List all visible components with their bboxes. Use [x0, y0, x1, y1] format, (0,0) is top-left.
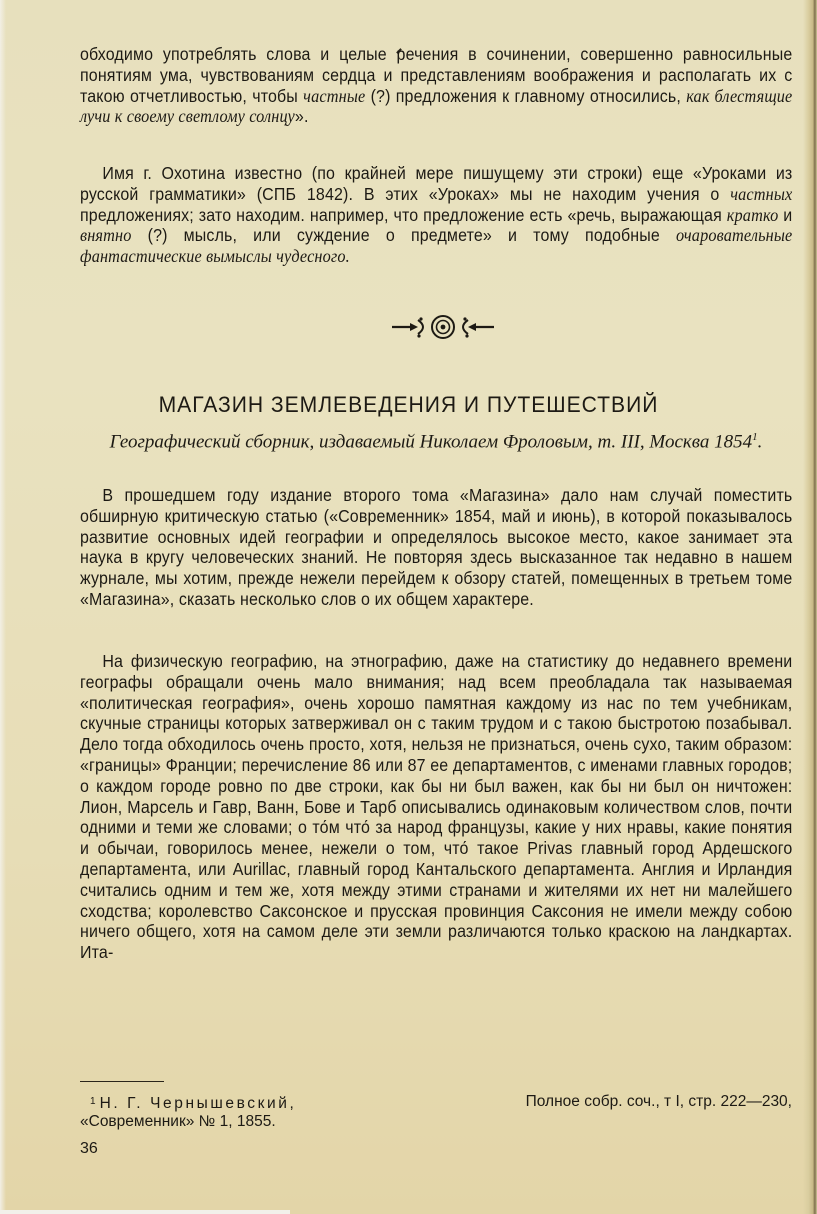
text-run: предложениях; зато находим. например, что предложение есть «речь, выражающая [80, 204, 727, 225]
text-run: (?) мысль, или суждение о предмете» и тому подобные [131, 225, 677, 246]
text-run: Имя г. Охотина известно (по крайней мере пишущему эти строки) еще «Уроками из русской грамматики» (СПБ 1842). В этих «Уроках» мы не находим учения о [80, 163, 793, 204]
footnote-reference[interactable]: 1 [752, 431, 758, 443]
paragraph-text [80, 44, 792, 127]
floral-divider-ornament-icon [388, 312, 498, 342]
footnote-separator [80, 1081, 164, 1082]
text-run: обходимо употреблять слова и целые речения в сочинении, совершенно равносильные понятиям ума, чувствованиям сердца и представлениям воображения и располагать их с такою отчетливостью, чтобы [80, 44, 793, 106]
article-subtitle: Географический сборник, издаваемый Николаем Фроловым, т. III, Москва 1854$^1$. [109, 431, 763, 453]
previous-section-paragraph-2 [80, 163, 817, 267]
footnote-line-1 [80, 1093, 792, 1113]
footnote-mark: 1 [90, 1096, 96, 1107]
article-paragraph-2 [80, 651, 817, 963]
italic-text: кратко [726, 204, 779, 225]
footnote-source: Полное собр. соч., т I, стр. 222—230, [525, 1093, 792, 1110]
footnote-author: Н. Г. Чернышевский, [99, 1095, 297, 1112]
italic-text: частных [730, 183, 793, 204]
paragraph-text: На физическую географию, на этнографию, даже на статистику до недавнего времени географы обращали очень мало внимания; над всем преобладала так называемая «политическая география», очень хорошо памятная каждому из нас по тем учебникам, скучные страницы которых затверживал он с таким трудом и с такою быстротою позабывал. Дело тогда обходилось очень просто, хотя, нельзя не признаться, очень сухо, таким образом: «границы» Франции; перечисление 86 или 87 ее департаментов, с именами главных городов; о каждом городе ровно по две строки, как бы ни был важен, как бы ни был он ничтожен: Лион, Марсель и Гавр, Ванн, Бове и Тарб описывались одинаковым количеством слов, почти одними и теми же словами; о то́м что́ за народ французы, какие у них нравы, какие понятия и обычаи, говорилось менее, нежели о том, что́ такое Privas главный город Ардешского департамента, или Aurillac, главный город Кантальского департамента. Англия и Ирландия считались одним и тем же, хотя между этими странами и жителями их нет ни малейшего сходства; королевство Саксонское и прусская провинция Саксония не имели между собою ничего общего, хотя на самом деле эти земли различаются только краскою на ландкартах. Ита- [80, 651, 793, 963]
article-title: МАГАЗИН ЗЕМЛЕВЕДЕНИЯ И ПУТЕШЕСТВИЙ [158, 392, 659, 417]
previous-section-paragraph-1 [80, 44, 817, 127]
italic-text: частные [303, 85, 366, 106]
footnote-line-2: «Современник» № 1, 1855. [80, 1113, 276, 1130]
article-paragraph-1 [80, 485, 817, 610]
footnote [80, 1093, 792, 1131]
paragraph-text [80, 163, 792, 267]
italic-text: как блестящие лучи к своему светлому солнцу [80, 85, 793, 127]
text-run: ». [294, 106, 309, 127]
page-bottom-strip [0, 1210, 290, 1214]
italic-text: очаровательные фантастические вымыслы чудесного. [80, 225, 793, 267]
text-run: и [778, 204, 793, 225]
page-left-shadow [0, 0, 6, 1214]
italic-text: внятно [80, 225, 132, 246]
subtitle-text: Географический сборник, издаваемый Николаем Фроловым, т. III, Москва 1854 [109, 431, 753, 453]
page-number: 36 [80, 1140, 98, 1157]
text-run: (?) предложения к главному относились, [365, 85, 687, 106]
paragraph-text: В прошедшем году издание второго тома «Магазина» дало нам случай поместить обширную критическую статью («Современник» 1854, май и июнь), в которой показывалось развитие основных идей географии и определялось высокое место, какое занимает эта наука в кругу человеческих знаний. Не повторяя здесь высказанное так недавно в нашем журнале, мы хотим, прежде нежели перейдем к обзору статей, помещенных в третьем томе «Магазина», сказать несколько слов о их общем характере. [80, 485, 793, 609]
